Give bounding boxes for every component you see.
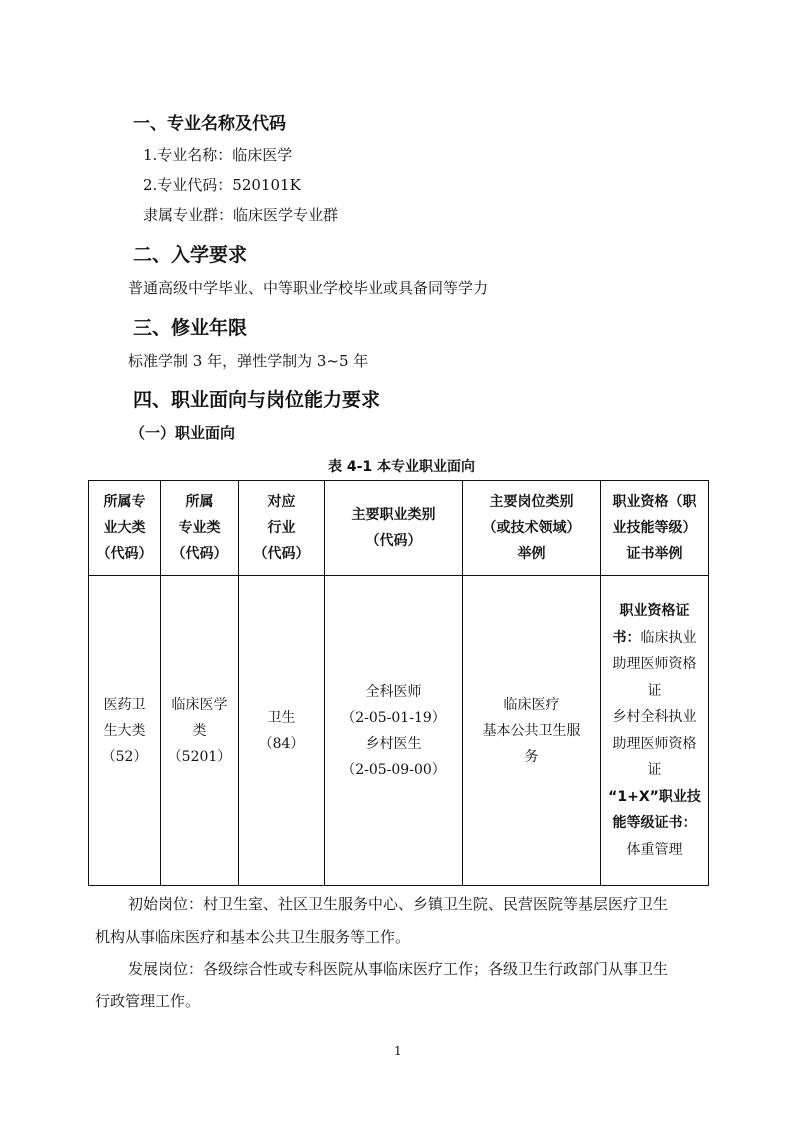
initial-position-line-1: 初始岗位：村卫生室、社区卫生服务中心、乡镇卫生院、民营医院等基层医疗卫生 <box>128 895 669 913</box>
header-certificates: 职业资格（职 业技能等级） 证书举例 <box>601 481 709 576</box>
development-position-line-2: 行政管理工作。 <box>95 992 201 1010</box>
table-header-row <box>89 481 709 576</box>
header-positions: 主要岗位类别 （或技术领域） 举例 <box>463 481 601 576</box>
major-group-line: 隶属专业群：临床医学专业群 <box>143 206 339 224</box>
initial-position-line-2: 机构从事临床医疗和基本公共卫生服务等工作。 <box>95 928 411 946</box>
page-number: 1 <box>394 1044 402 1058</box>
header-class: 所属 专业类 （代码） <box>161 481 239 576</box>
section-4-heading: 四、职业面向与岗位能力要求 <box>133 389 381 411</box>
major-code-line: 2.专业代码：520101K <box>143 176 301 194</box>
cell-class: 临床医学 类 （5201） <box>161 576 239 886</box>
development-position-line-1: 发展岗位：各级综合性或专科医院从事临床医疗工作；各级卫生行政部门从事卫生 <box>128 960 669 978</box>
cell-positions: 临床医疗 基本公共卫生服 务 <box>463 576 601 886</box>
section-2-heading: 二、入学要求 <box>133 244 248 266</box>
career-orientation-table <box>88 480 709 886</box>
table-caption: 表 4-1 本专业职业面向 <box>328 459 476 475</box>
subsection-heading: （一）职业面向 <box>130 424 236 442</box>
header-industry: 对应 行业 （代码） <box>239 481 325 576</box>
study-duration: 标准学制 3 年，弹性学制为 3~5 年 <box>128 352 369 370</box>
cell-industry: 卫生 （84） <box>239 576 325 886</box>
cell-occupation: 全科医师 （2-05-01-19） 乡村医生 （2-05-09-00） <box>325 576 463 886</box>
major-name-line: 1.专业名称：临床医学 <box>143 146 293 164</box>
header-occupation: 主要职业类别 （代码） <box>325 481 463 576</box>
table-row <box>89 576 709 886</box>
section-1-heading: 一、专业名称及代码 <box>133 114 286 134</box>
admission-requirement: 普通高级中学毕业、中等职业学校毕业或具备同等学力 <box>128 279 489 297</box>
header-category: 所属专 业大类 （代码） <box>89 481 161 576</box>
cell-certificates: 职业资格证 书：临床执业 助理医师资格 证 乡村全科执业 助理医师资格 证 “1+X”职业技 能等级证书： 体重管理 <box>601 576 709 886</box>
section-3-heading: 三、修业年限 <box>133 317 248 339</box>
cell-category: 医药卫 生大类 （52） <box>89 576 161 886</box>
